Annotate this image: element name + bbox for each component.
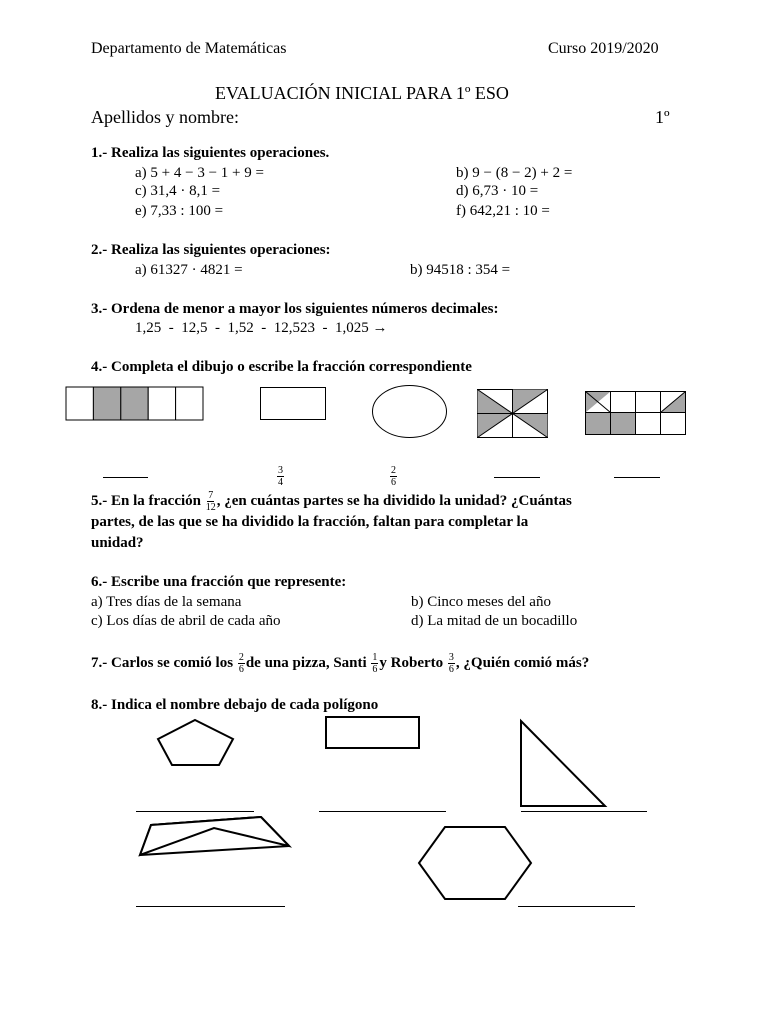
q2-title: 2.- Realiza las siguientes operaciones: bbox=[91, 242, 331, 258]
q1-item-a: a) 5 + 4 − 3 − 1 + 9 = bbox=[135, 165, 264, 181]
q5-line3: unidad? bbox=[91, 535, 144, 551]
fraction-two-sixths: $\frac{2}{6}$ bbox=[391, 465, 396, 488]
polygon-name-blank-5[interactable] bbox=[518, 906, 635, 907]
answer-blank-1[interactable] bbox=[103, 477, 148, 478]
course-label: Curso 2019/2020 bbox=[548, 40, 659, 57]
hexagon-figure bbox=[417, 825, 533, 901]
polygon-name-blank-2[interactable] bbox=[319, 811, 446, 812]
strip-cell-shaded bbox=[93, 387, 120, 420]
q6-item-d: d) La mitad de un bocadillo bbox=[411, 613, 578, 629]
answer-blank-5[interactable] bbox=[614, 477, 660, 478]
answer-blank-4[interactable] bbox=[494, 477, 540, 478]
rectangle-figure bbox=[325, 716, 421, 750]
strip-cell bbox=[148, 387, 175, 420]
strip-cell-shaded bbox=[121, 387, 148, 420]
q1-item-e: e) 7,33 : 100 = bbox=[135, 203, 224, 219]
q5-line2: partes, de las que se ha dividido la fracción, faltan para completar la bbox=[91, 514, 529, 530]
empty-rectangle-figure bbox=[260, 387, 327, 421]
q4-title: 4.- Completa el dibujo o escribe la fracción correspondiente bbox=[91, 359, 472, 375]
irregular-quadrilateral-figure bbox=[138, 816, 293, 858]
q1-item-f: f) 642,21 : 10 = bbox=[456, 203, 550, 219]
fraction-strip-figure bbox=[66, 387, 206, 421]
grade-label: 1º bbox=[655, 107, 670, 127]
q1-item-d: d) 6,73 · 10 = bbox=[456, 183, 539, 199]
empty-ellipse-figure bbox=[371, 384, 449, 440]
fraction-three-quarters: $\frac{3}{4}$ bbox=[278, 465, 283, 488]
polygon-name-blank-3[interactable] bbox=[521, 811, 647, 812]
q6-item-c: c) Los días de abril de cada año bbox=[91, 613, 281, 629]
q6-item-b: b) Cinco meses del año bbox=[411, 594, 551, 610]
q5-line1: 5.- En la fracción $\frac{7}{12}$ , ¿en cuántas partes se ha dividido la unidad? ¿Cuántas bbox=[91, 490, 572, 513]
q6-title: 6.- Escribe una fracción que represente: bbox=[91, 574, 347, 590]
department-label: Departamento de Matemáticas bbox=[91, 40, 287, 57]
right-triangle-figure bbox=[518, 719, 608, 809]
q1-item-b: b) 9 − (8 − 2) + 2 = bbox=[456, 165, 573, 181]
pentagon-figure bbox=[156, 719, 236, 767]
page-title: EVALUACIÓN INICIAL PARA 1º ESO bbox=[215, 83, 509, 103]
q2-item-b: b) 94518 : 354 = bbox=[410, 262, 511, 278]
q7-line: 7.- Carlos se comió los $\frac{2}{6}$ de una pizza, Santi $\frac{1}{6}$ y Roberto $\frac{3}{6}$ , ¿Quién comió más? bbox=[91, 652, 590, 675]
q8-title: 8.- Indica el nombre debajo de cada polígono bbox=[91, 697, 379, 713]
grid-figure bbox=[585, 391, 686, 436]
polygon-name-blank-1[interactable] bbox=[136, 811, 254, 812]
q6-item-a: a) Tres días de la semana bbox=[91, 594, 242, 610]
strip-cell bbox=[66, 387, 93, 420]
q3-numbers: 1,25 - 12,5 - 1,52 - 12,523 - 1,025 → bbox=[135, 320, 388, 336]
q2-item-a: a) 61327 · 4821 = bbox=[135, 262, 243, 278]
divided-square-figure bbox=[477, 389, 549, 439]
q1-item-c: c) 31,4 · 8,1 = bbox=[135, 183, 221, 199]
q1-title: 1.- Realiza las siguientes operaciones. bbox=[91, 145, 330, 161]
name-label: Apellidos y nombre: bbox=[91, 107, 239, 127]
polygon-name-blank-4[interactable] bbox=[136, 906, 285, 907]
q3-title: 3.- Ordena de menor a mayor los siguientes números decimales: bbox=[91, 301, 499, 317]
strip-cell bbox=[176, 387, 203, 420]
